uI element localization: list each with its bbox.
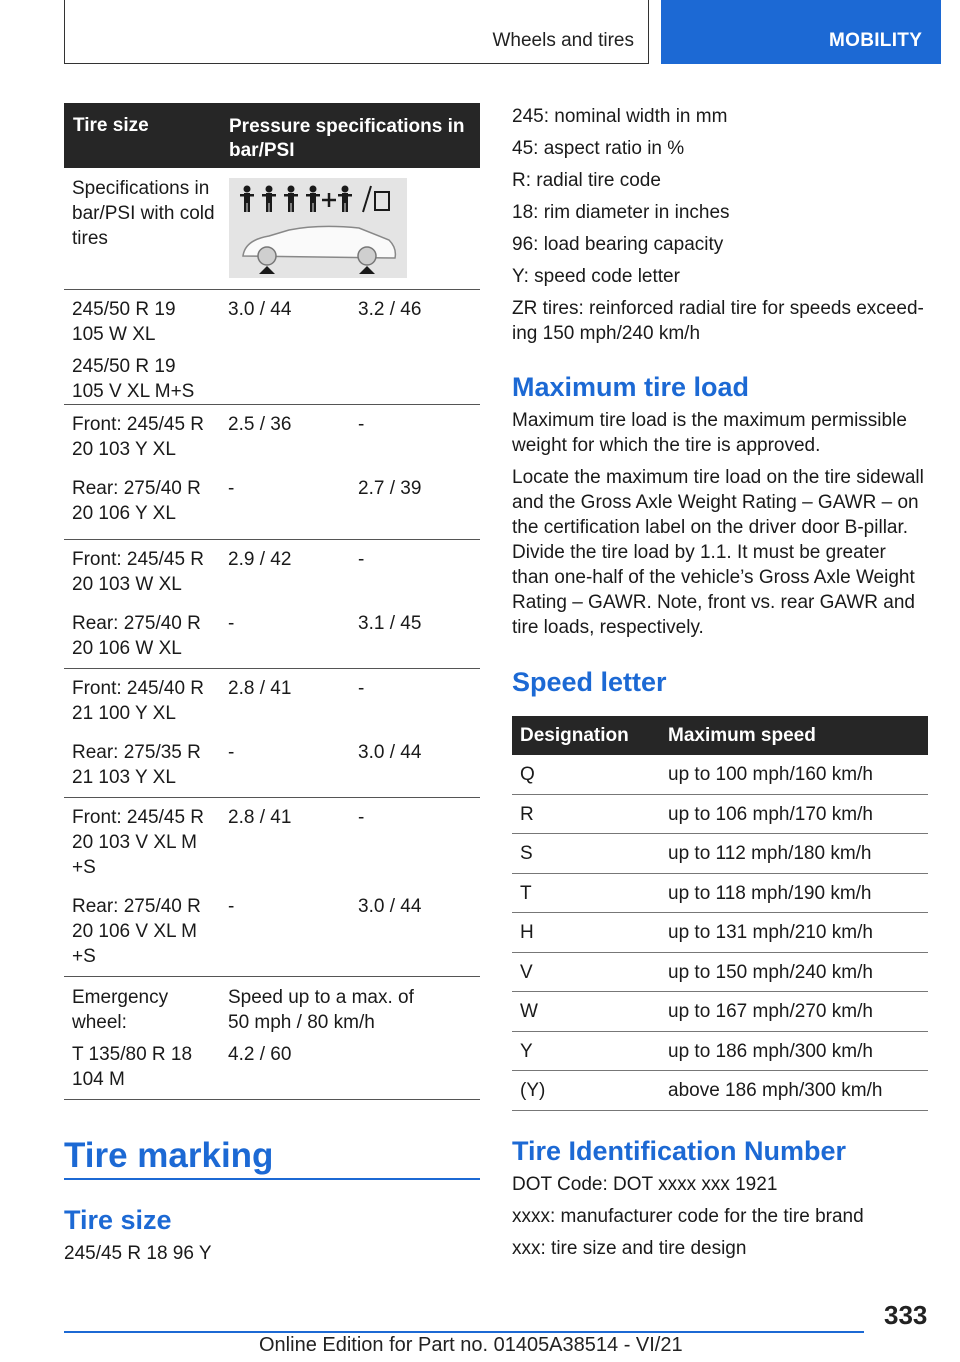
- table-row: [64, 669, 480, 798]
- tire-size-cell: 245/50 R 19 105 W XL: [72, 299, 176, 345]
- designation-cell: (Y): [520, 1080, 546, 1101]
- page-number: 333: [884, 1300, 928, 1330]
- size-legend-line: 45: aspect ratio in %: [512, 138, 685, 159]
- pressure-cell: -: [228, 742, 235, 763]
- table-row: [64, 798, 480, 977]
- tire-size-cell: Rear: 275/35 R 21 103 Y XL: [72, 742, 201, 788]
- table-row: [64, 168, 480, 290]
- table-row: [512, 795, 928, 835]
- table-row: [512, 1071, 928, 1111]
- table-row: [512, 1032, 928, 1072]
- speed-cell: up to 112 mph/180 km/h: [668, 843, 872, 864]
- tire-marking-title: Tire marking: [64, 1136, 274, 1175]
- designation-cell: H: [520, 922, 534, 943]
- load-diagram: [229, 178, 407, 278]
- pressure-cell: 2.8 / 41: [228, 807, 292, 828]
- load-diagram-icon: [229, 178, 407, 278]
- tire-size-cell: 245/50 R 19 105 V XL M+S: [72, 356, 195, 402]
- max-load-line: Locate the maximum tire load on the tire sidewall: [512, 467, 924, 488]
- header-pressure-spec: Pressure specifications in bar/PSI: [229, 116, 465, 161]
- title-rule: [64, 1178, 480, 1180]
- pressure-cell: 3.1 / 45: [358, 613, 422, 634]
- tire-size-title: Tire size: [64, 1205, 172, 1235]
- pressure-cell: 2.7 / 39: [358, 478, 422, 499]
- header-section-box: [64, 0, 649, 64]
- speed-cell: above 186 mph/300 km/h: [668, 1080, 883, 1101]
- speed-cell: up to 150 mph/240 km/h: [668, 961, 873, 983]
- tire-size-cell: Rear: 275/40 R 20 106 W XL: [72, 613, 201, 659]
- tin-line: xxx: tire size and tire design: [512, 1238, 747, 1259]
- tire-size-cell: Rear: 275/40 R 20 106 Y XL: [72, 478, 201, 524]
- emergency-speed-limit: Speed up to a max. of 50 mph / 80 km/h: [228, 987, 414, 1033]
- max-load-line: tire loads, respectively.: [512, 617, 704, 638]
- pressure-cell: 2.5 / 36: [228, 414, 292, 435]
- header-chapter-tab[interactable]: [661, 0, 941, 64]
- speed-cell: up to 186 mph/300 km/h: [668, 1040, 873, 1062]
- table-row: [512, 913, 928, 953]
- pressure-cell: -: [228, 613, 235, 634]
- size-legend-line: Y: speed code letter: [512, 266, 680, 287]
- size-legend-line: ing 150 mph/240 km/h: [512, 323, 701, 344]
- speed-table-header: [512, 716, 928, 755]
- tin-line: DOT Code: DOT xxxx xxx 1921: [512, 1174, 778, 1195]
- designation-cell: V: [520, 961, 533, 983]
- tire-size-cell: Front: 245/40 R 21 100 Y XL: [72, 678, 205, 724]
- table-row: [64, 290, 480, 405]
- pressure-cell: 3.0 / 44: [228, 299, 292, 320]
- max-load-line: the certification label on the driver door B-pillar.: [512, 517, 909, 538]
- footer-rule: [64, 1331, 864, 1333]
- size-legend-line: 18: rim diameter in inches: [512, 202, 730, 223]
- table-row: [64, 540, 480, 669]
- tin-title: Tire Identification Number: [512, 1136, 847, 1166]
- speed-cell: up to 167 mph/270 km/h: [668, 1001, 873, 1022]
- pressure-cell: -: [228, 478, 235, 499]
- designation-cell: S: [520, 843, 533, 864]
- max-load-line: than one-half of the vehicle’s Gross Axle Weight: [512, 567, 915, 588]
- pressure-cell: -: [358, 414, 365, 435]
- pressure-cell: -: [358, 678, 365, 699]
- max-load-line: weight for which the tire is approved.: [512, 435, 821, 456]
- emergency-pressure: 4.2 / 60: [228, 1044, 292, 1065]
- header-section-title: Wheels and tires: [492, 30, 634, 51]
- speed-cell: up to 100 mph/160 km/h: [668, 764, 873, 785]
- tire-size-cell: Front: 245/45 R 20 103 W XL: [72, 549, 205, 595]
- designation-cell: T: [520, 882, 532, 904]
- speed-cell: up to 118 mph/190 km/h: [668, 882, 872, 904]
- speed-cell: up to 106 mph/170 km/h: [668, 803, 873, 825]
- designation-cell: R: [520, 803, 534, 825]
- table-row: [512, 953, 928, 993]
- pressure-cell: 3.0 / 44: [358, 896, 422, 917]
- tire-size-cell: Front: 245/45 R 20 103 V XL M +S: [72, 807, 205, 878]
- pressure-cell: 2.9 / 42: [228, 549, 292, 570]
- size-legend-line: R: radial tire code: [512, 170, 661, 191]
- pressure-cell: -: [358, 549, 365, 570]
- speed-letter-table: [512, 716, 928, 1111]
- table-row: [512, 992, 928, 1032]
- pressure-cell: -: [358, 807, 365, 828]
- table-row: [64, 977, 480, 1100]
- size-legend-line: 96: load bearing capacity: [512, 234, 724, 255]
- pressure-table: [64, 103, 480, 1100]
- header-tire-size: Tire size: [73, 115, 149, 136]
- table-row: [512, 834, 928, 874]
- emergency-wheel-label: Emergency wheel:: [72, 987, 169, 1033]
- max-tire-load-title: Maximum tire load: [512, 372, 750, 402]
- header-chapter-label: MOBILITY: [829, 30, 923, 51]
- max-load-line: Maximum tire load is the maximum permissible: [512, 410, 907, 431]
- designation-cell: Y: [520, 1040, 533, 1062]
- max-load-line: Rating – GAWR. Note, front vs. rear GAWR and: [512, 592, 915, 613]
- pressure-table-header: [64, 103, 480, 168]
- header-maximum-speed: Maximum speed: [668, 725, 816, 746]
- pressure-cell: 2.8 / 41: [228, 678, 292, 699]
- pressure-cell: -: [228, 896, 235, 917]
- designation-cell: Q: [520, 764, 535, 785]
- header-designation: Designation: [520, 725, 629, 746]
- table-row: [512, 755, 928, 795]
- max-load-line: Divide the tire load by 1.1. It must be greater: [512, 542, 886, 563]
- max-load-line: and the Gross Axle Weight Rating – GAWR – on: [512, 492, 919, 513]
- size-legend-line: ZR tires: reinforced radial tire for speeds exceed-: [512, 298, 924, 319]
- tire-size-cell: Front: 245/45 R 20 103 Y XL: [72, 414, 205, 460]
- speed-letter-title: Speed letter: [512, 667, 667, 697]
- table-row: [64, 405, 480, 540]
- tire-size-cell: Rear: 275/40 R 20 106 V XL M +S: [72, 896, 201, 967]
- pressure-cell: 3.2 / 46: [358, 299, 422, 320]
- tire-size-example: 245/45 R 18 96 Y: [64, 1243, 212, 1264]
- table-row: [512, 874, 928, 914]
- footer-edition: Online Edition for Part no. 01405A38514 - VI/21: [259, 1334, 683, 1356]
- pressure-cell: 3.0 / 44: [358, 742, 422, 763]
- speed-cell: up to 131 mph/210 km/h: [668, 922, 873, 943]
- tin-line: xxxx: manufacturer code for the tire brand: [512, 1206, 864, 1227]
- designation-cell: W: [520, 1001, 538, 1022]
- spec-label: Specifications in bar/PSI with cold tires: [72, 178, 215, 249]
- size-legend-line: 245: nominal width in mm: [512, 106, 728, 127]
- emergency-tire-size: T 135/80 R 18 104 M: [72, 1044, 193, 1090]
